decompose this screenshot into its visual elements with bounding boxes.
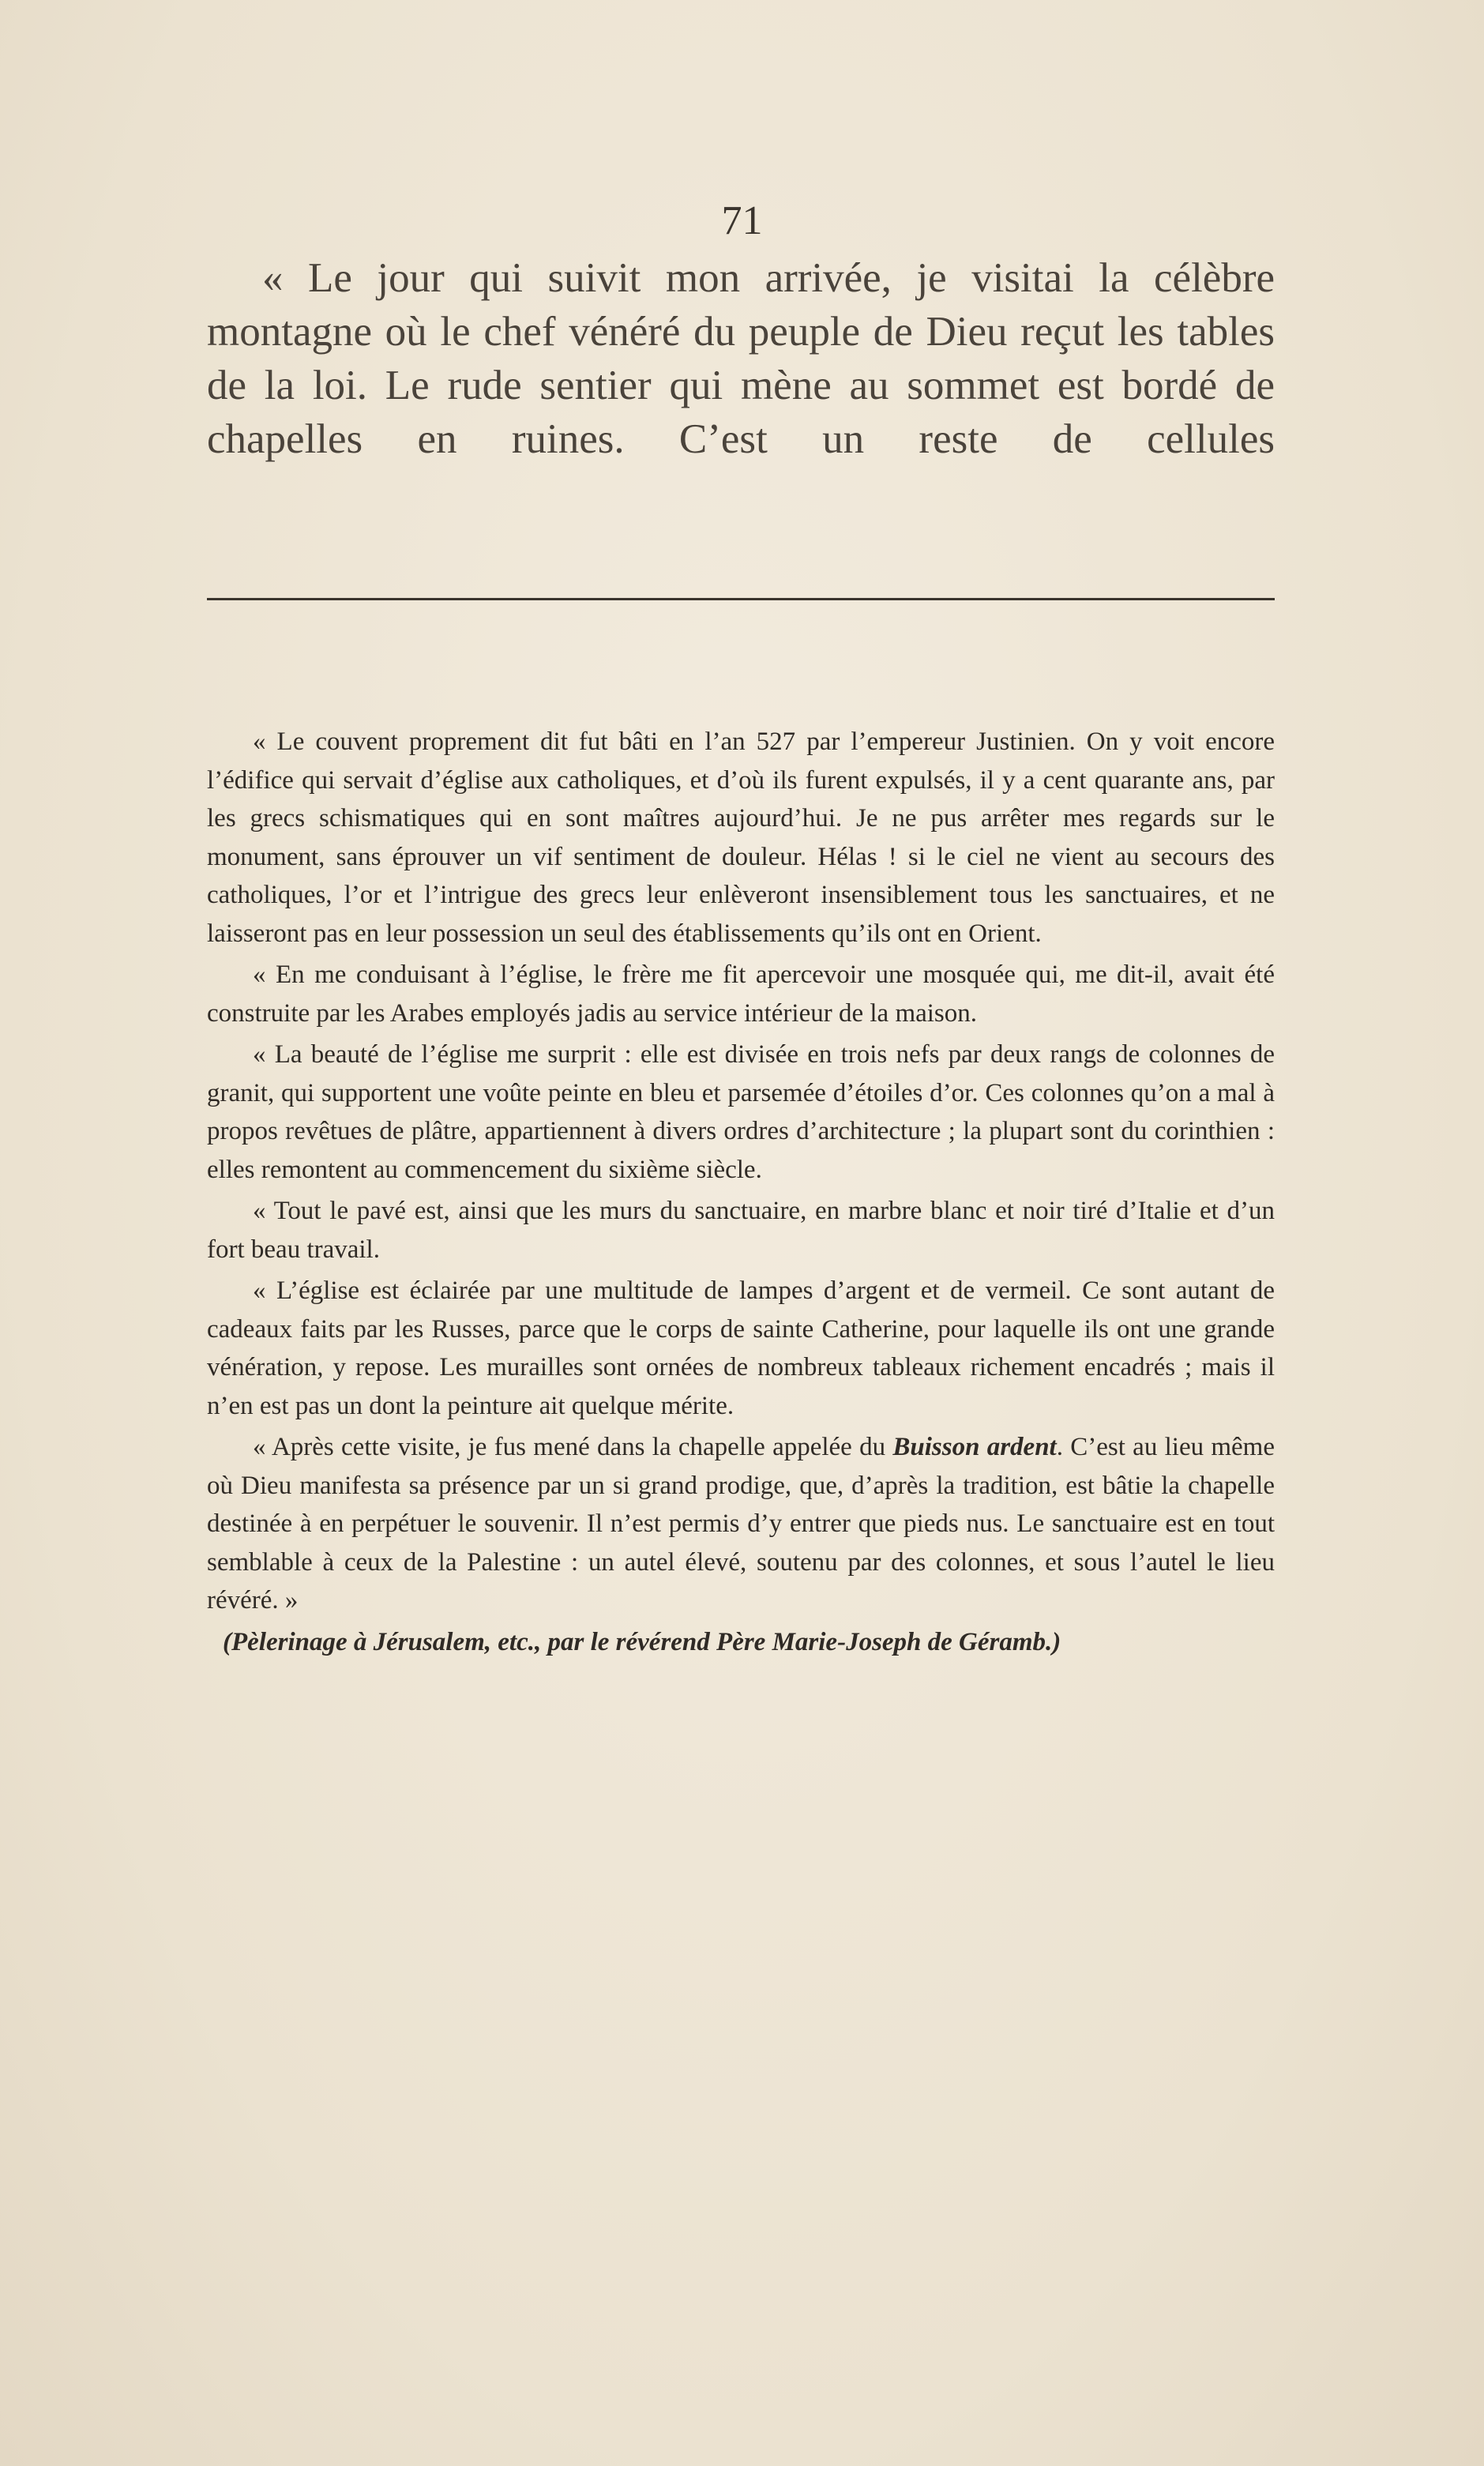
footnote-paragraph-2: « En me conduisant à l’église, le frère me fit apercevoir une mosquée qui, me dit-il, avait été construite par les Arabes employés jadis au service intérieur de la maison. <box>207 960 1275 1028</box>
footnote-divider <box>207 598 1275 600</box>
footnote-paragraph-4: « Tout le pavé est, ainsi que les murs du sanctuaire, en marbre blanc et noir tiré d’Italie et d’un fort beau travail. <box>207 1197 1275 1264</box>
footnote-paragraph-1: « Le couvent proprement dit fut bâti en l’an 527 par l’empereur Justinien. On y voit encore l’édifice qui servait d’église aux catholiques, et d’où ils furent expulsés, il y a cent quarante ans, par les grecs schismatiques qui en sont maîtres aujourd’hui. Je ne pus arrêter mes regards sur le monument, sans éprouver un vif sentiment de douleur. Hélas ! si le ciel ne vient au secours des catholiques, l’or et l’intrigue des grecs leur enlèveront insensiblement tous les sanctuaires, et ne laisseront pas en leur possession un seul des établissements qu’ils ont en Orient. <box>207 727 1275 948</box>
paragraph-6-start: « Après cette visite, je fus mené dans la chapelle appelée du <box>253 1433 893 1461</box>
source-citation: (Pèlerinage à Jérusalem, etc., par le révérend Père Marie-Joseph de Géramb.) <box>223 1627 1061 1656</box>
page-number: 71 <box>721 198 763 243</box>
main-paragraph: « Le jour qui suivit mon arrivée, je visitai la célèbre montagne où le chef vénéré du peuple de Dieu reçut les tables de la loi. Le rude sentier qui mène au sommet est bordé de chapelles en ruines. C’est un reste de cellules <box>207 255 1275 462</box>
footnote-block <box>207 723 1275 1664</box>
paragraph-6-end: . C’est au lieu même où Dieu manifesta sa présence par un si grand prodige, que, d’après la tradition, est bâtie la chapelle destinée à en perpétuer le souvenir. Il n’est permis d’y entrer que pieds nus. Le sanctuaire est en tout semblable à ceux de la Palestine : un autel élevé, soutenu par des colonnes, et sous l’autel le lieu révéré. » <box>207 1433 1275 1615</box>
main-text <box>207 251 1275 466</box>
footnote-paragraph-6 <box>207 1428 1275 1620</box>
buisson-ardent-emphasis: Buisson ardent <box>892 1433 1057 1461</box>
footnote-paragraph-5: « L’église est éclairée par une multitude de lampes d’argent et de vermeil. Ce sont autant de cadeaux faits par les Russes, parce que le corps de sainte Catherine, pour laquelle ils ont une grande vénération, y repose. Les murailles sont ornées de nombreux tableaux richement encadrés ; mais il n’en est pas un dont la peinture ait quelque mérite. <box>207 1276 1275 1420</box>
footnote-paragraph-3: « La beauté de l’église me surprit : elle est divisée en trois nefs par deux rangs de colonnes de granit, qui supportent une voûte peinte en bleu et parsemée d’étoiles d’or. Ces colonnes qu’on a mal à propos revêtues de plâtre, appartiennent à divers ordres d’architecture ; la plupart sont du corinthien : elles remontent au commencement du sixième siècle. <box>207 1040 1275 1184</box>
